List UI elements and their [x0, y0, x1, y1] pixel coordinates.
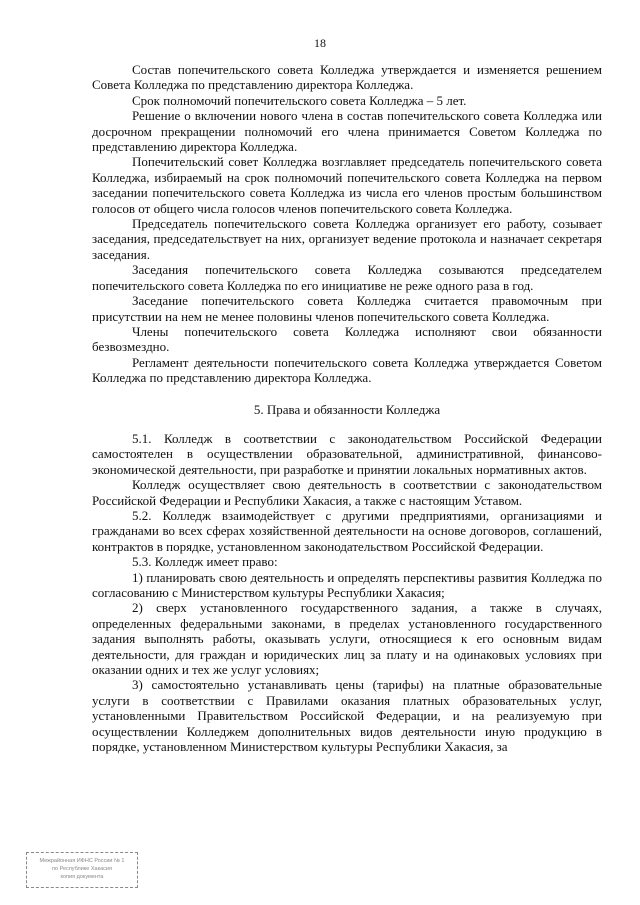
paragraph: 2) сверх установленного государственного задания, а также в случаях, определенных федеральными законами, в пределах установленного государственного задания выполнять работы, оказывать услуги, относящиеся к его основным видам деятельности, для граждан и юридических лиц за плату и на одинаковых условиях при оказании одних и тех же услуг условиях; [92, 600, 602, 678]
registration-stamp [26, 852, 138, 888]
paragraph: Попечительский совет Колледжа возглавляет председатель попечительского совета Колледжа, избираемый на срок полномочий попечительского совета Колледжа на первом заседании попечительского совета Колледжа из числа его членов простым большинством голосов от общего числа голосов членов попечительского совета Колледжа. [92, 154, 602, 216]
paragraph: 3) самостоятельно устанавливать цены (тарифы) на платные образовательные услуги в соответствии с Правилами оказания платных образовательных услуг, установленными Правительством Российской Федерации, и на реализуемую при осуществлении Колледжем дополнительных видов деятельности иную продукцию в порядке, установленном Министерством культуры Республики Хакасия, за [92, 677, 602, 755]
paragraph: Заседания попечительского совета Колледжа созываются председателем попечительского совета Колледжа по его инициативе не реже одного раза в год. [92, 262, 602, 293]
paragraph: Решение о включении нового члена в состав попечительского совета Колледжа или досрочном прекращении полномочий его члена принимается Советом Колледжа по представлению директора Колледжа. [92, 108, 602, 155]
paragraph: Заседание попечительского совета Колледжа считается правомочным при присутствии на нем не менее половины членов попечительского совета Колледжа. [92, 293, 602, 324]
paragraph: 5.1. Колледж в соответствии с законодательством Российской Федерации самостоятелен в осуществлении образовательной, административной, финансово-экономической деятельности, при разработке и принятии локальных нормативных актов. [92, 430, 602, 477]
paragraph: Члены попечительского совета Колледжа исполняют свои обязанности безвозмездно. [92, 323, 602, 355]
paragraph: Председатель попечительского совета Колледжа организует его работу, созывает заседания, председательствует на них, организует ведение протокола и назначает секретаря заседания. [92, 216, 602, 262]
paragraph: 5.2. Колледж взаимодействует с другими предприятиями, организациями и гражданами во всех сферах хозяйственной деятельности на основе договоров, соглашений, контрактов в порядке, установленном законодательством Российской Федерации. [92, 507, 602, 554]
paragraph: Колледж осуществляет свою деятельность в соответствии с законодательством Российской Федерации и Республики Хакасия, а также с настоящим Уставом. [92, 477, 602, 508]
stamp-line: Межрайонная ИФНС России № 1 [39, 858, 125, 864]
paragraph: Состав попечительского совета Колледжа утверждается и изменяется решением Совета Колледжа по представлению директора Колледжа. [92, 62, 602, 93]
stamp-line: копия документа [60, 874, 104, 880]
paragraph: 1) планировать свою деятельность и определять перспективы развития Колледжа по согласованию с Министерством культуры Республики Хакасия; [92, 569, 602, 600]
paragraph: 5.3. Колледж имеет право: [132, 554, 278, 570]
paragraph: Регламент деятельности попечительского совета Колледжа утверждается Советом Колледжа по представлению директора Колледжа. [92, 354, 602, 386]
section-heading: 5. Права и обязанности Колледжа [253, 401, 441, 417]
stamp-line: по Республике Хакасия [52, 866, 112, 872]
document-body [92, 62, 602, 754]
paragraph: Срок полномочий попечительского совета Колледжа – 5 лет. [132, 92, 467, 108]
page-number: 18 [314, 36, 326, 50]
